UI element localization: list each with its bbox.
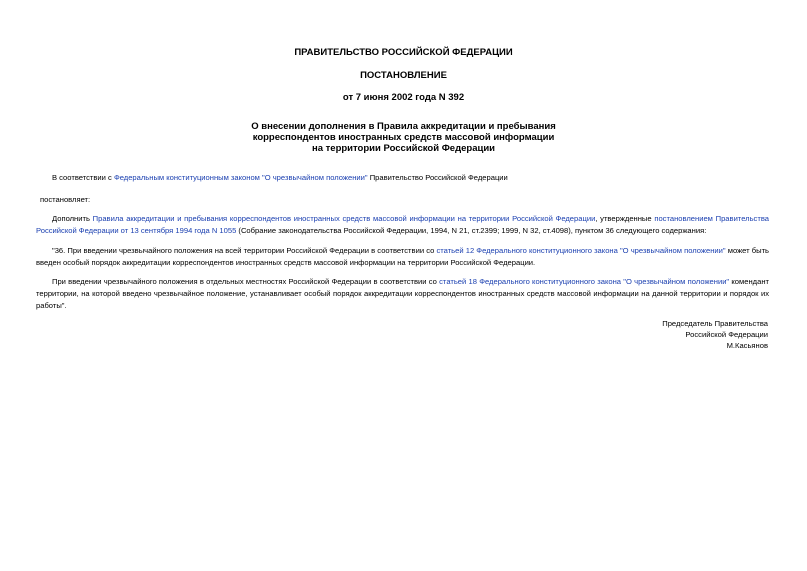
item36-text-post: может быть введен особый порядок аккредитации корреспондентов иностранных средств массовой информации на территории Российской Федерации. bbox=[36, 246, 770, 267]
item36-text-pre: "36. При введении чрезвычайного положения на всей территории Российской Федерации в соответствии со bbox=[52, 246, 437, 255]
preamble-text-pre: В соответствии с bbox=[52, 173, 114, 182]
title-line-3: на территории Российской Федерации bbox=[311, 143, 496, 154]
title-line-1: О внесении дополнения в Правила аккредитации и пребывания bbox=[251, 121, 556, 132]
signature-name: М.Касьянов bbox=[726, 341, 768, 350]
paragraph-preamble bbox=[36, 172, 769, 184]
amend-text-mid: , утвержденные bbox=[595, 214, 655, 223]
document-date-number: от 7 июня 2002 года N 392 bbox=[342, 92, 465, 103]
document-type: ПОСТАНОВЛЕНИЕ bbox=[360, 70, 447, 81]
link-article-18[interactable]: статьей 18 Федерального конституционного закона "О чрезвычайном положении" bbox=[439, 277, 730, 286]
local-text-pre: При введении чрезвычайного положения в отдельных местностях Российской Федерации в соответствии со bbox=[52, 277, 440, 286]
paragraph-local-emergency bbox=[36, 276, 769, 312]
link-fkz-emergency[interactable]: Федеральным конституционным законом "О чрезвычайном положении" bbox=[113, 173, 368, 182]
preamble-text-post: Правительство Российской Федерации bbox=[367, 173, 508, 182]
amend-text-post: (Собрание законодательства Российской Федерации, 1994, N 21, ст.2399; 1999, N 32, ст.4098), пунктом 36 следующего содержания: bbox=[236, 226, 707, 235]
local-text-post: комендант территории, на которой введено чрезвычайное положение, устанавливает особый порядок аккредитации корреспондентов иностранных средств массовой информации на данной территории и порядок их работы". bbox=[36, 277, 769, 310]
paragraph-item-36 bbox=[36, 245, 769, 269]
link-resolution-1055[interactable]: постановлением Правительства Российской Федерации от 13 сентября 1994 года N 1055 bbox=[36, 214, 770, 235]
paragraph-resolves: постановляет: bbox=[40, 195, 91, 204]
link-article-12[interactable]: статьей 12 Федерального конституционного закона "О чрезвычайном положении" bbox=[436, 246, 726, 255]
link-accreditation-rules[interactable]: Правила аккредитации и пребывания корреспондентов иностранных средств массовой информации на территории Российской Федерации bbox=[92, 214, 596, 223]
government-heading: ПРАВИТЕЛЬСТВО РОССИЙСКОЙ ФЕДЕРАЦИИ bbox=[294, 47, 513, 58]
amend-text-pre: Дополнить bbox=[52, 214, 93, 223]
signature-line-2: Российской Федерации bbox=[685, 330, 768, 339]
title-line-2: корреспондентов иностранных средств массовой информации bbox=[252, 132, 555, 143]
signature-line-1: Председатель Правительства bbox=[662, 319, 768, 328]
paragraph-amend bbox=[36, 213, 769, 237]
